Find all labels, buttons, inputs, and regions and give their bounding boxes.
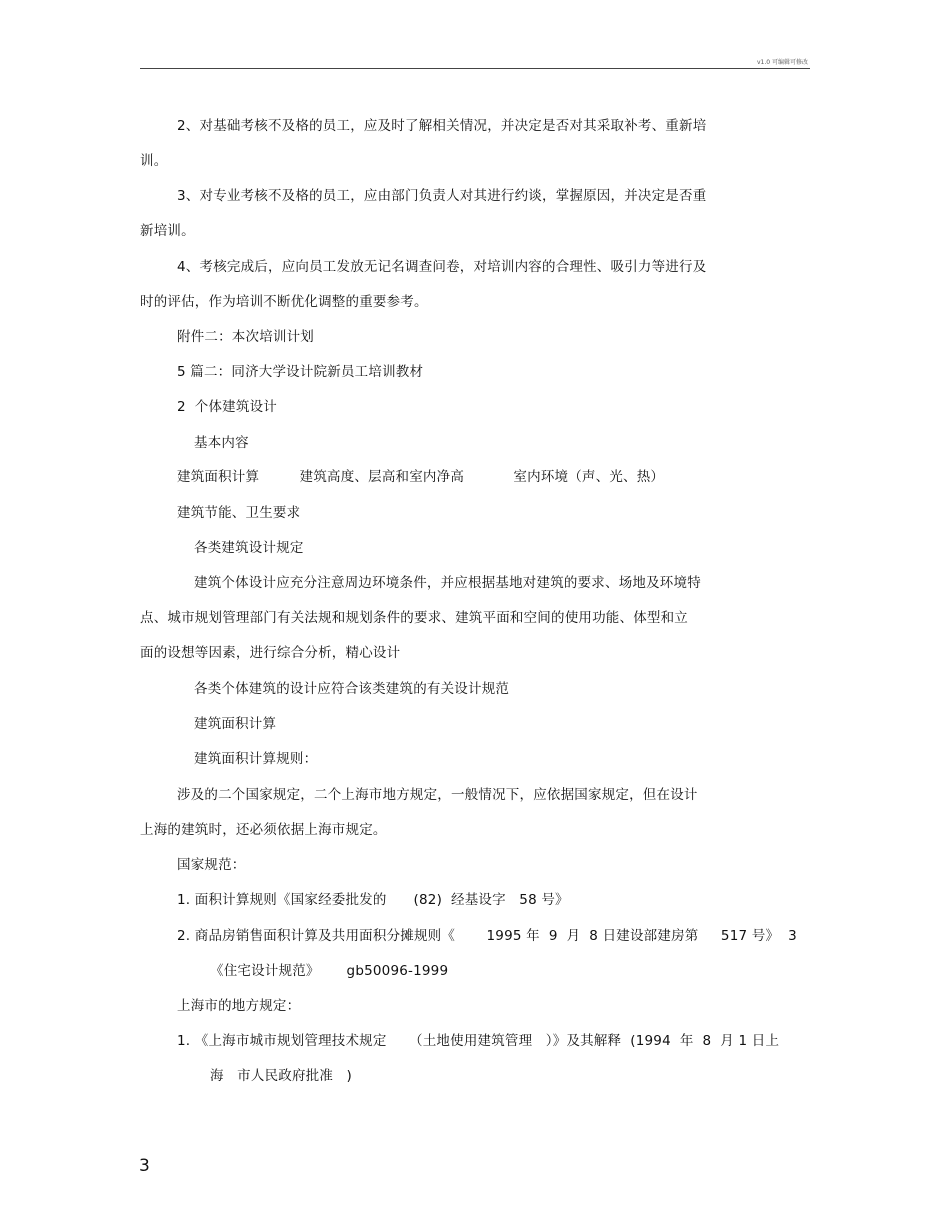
text-line: 上海的建筑时，还必须依据上海市规定。	[140, 822, 387, 838]
text-line: 上海市的地方规定：	[177, 998, 301, 1014]
text-line: 建筑面积计算规则：	[194, 751, 318, 767]
text-line: 建筑面积计算 建筑高度、层高和室内净高 室内环境（声、光、热）	[177, 469, 665, 485]
text-line: 时的评估，作为培训不断优化调整的重要参考。	[140, 294, 428, 310]
text-line: 5 篇二：同济大学设计院新员工培训教材	[177, 364, 424, 380]
page-number: 3	[139, 1156, 150, 1176]
text-line: 海 市人民政府批准 )	[210, 1068, 353, 1084]
text-line: 基本内容	[194, 435, 249, 451]
text-line: 2、对基础考核不及格的员工，应及时了解相关情况，并决定是否对其采取补考、重新培	[177, 118, 707, 134]
header-rule	[140, 68, 810, 69]
text-line: 《住宅设计规范》 gb50096-1999	[210, 963, 449, 979]
text-line: 1. 面积计算规则《国家经委批发的 (82) 经基设字 58 号》	[177, 892, 569, 908]
text-line: 各类个体建筑的设计应符合该类建筑的有关设计规范	[194, 681, 510, 697]
text-line: 建筑面积计算	[194, 716, 277, 732]
text-line: 涉及的二个国家规定，二个上海市地方规定，一般情况下，应依据国家规定，但在设计	[177, 787, 698, 803]
text-line: 2. 商品房销售面积计算及共用面积分摊规则《 1995 年 9 月 8 日建设部建房第 517 号》 3	[177, 928, 797, 944]
text-line: 训。	[140, 153, 168, 169]
text-line: 2 个体建筑设计	[177, 399, 277, 415]
header-version-note: v1.0 可编辑可修改	[756, 59, 808, 66]
text-line: 3、对专业考核不及格的员工，应由部门负责人对其进行约谈，掌握原因，并决定是否重	[177, 188, 707, 204]
text-line: 国家规范：	[177, 857, 246, 873]
text-line: 4、考核完成后，应向员工发放无记名调查问卷，对培训内容的合理性、吸引力等进行及	[177, 259, 707, 275]
text-line: 建筑个体设计应充分注意周边环境条件，并应根据基地对建筑的要求、场地及环境特	[194, 575, 701, 591]
text-line: 新培训。	[140, 223, 195, 239]
text-line: 点、城市规划管理部门有关法规和规划条件的要求、建筑平面和空间的使用功能、体型和立	[140, 610, 688, 626]
text-line: 面的设想等因素，进行综合分析，精心设计	[140, 645, 401, 661]
text-line: 1. 《上海市城市规划管理技术规定 （土地使用建筑管理 ）》及其解释 (1994 年 8 月 1 日上	[177, 1033, 780, 1049]
text-line: 各类建筑设计规定	[194, 540, 304, 556]
text-line: 附件二：本次培训计划	[177, 329, 314, 345]
text-line: 建筑节能、卫生要求	[177, 505, 301, 521]
